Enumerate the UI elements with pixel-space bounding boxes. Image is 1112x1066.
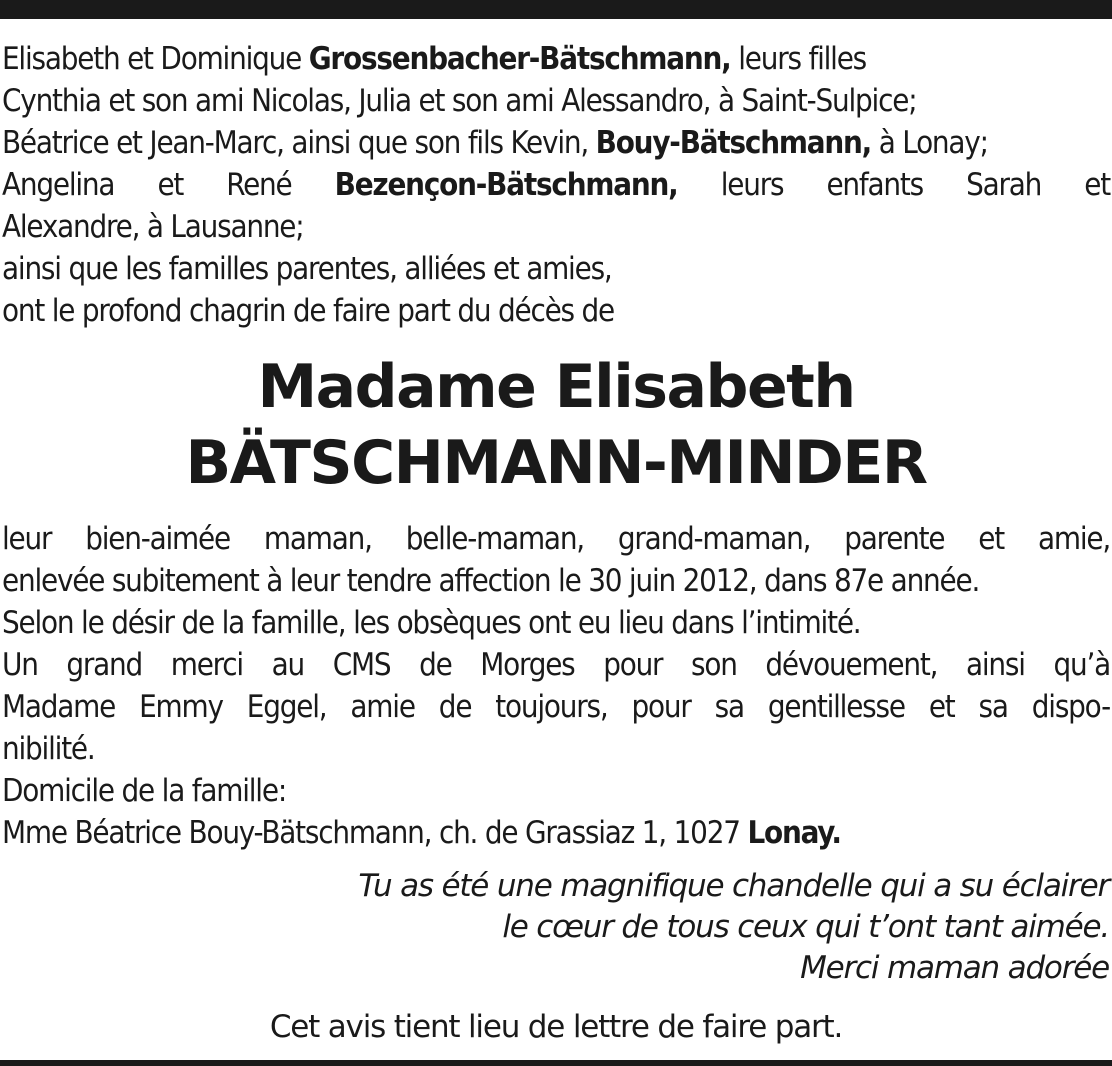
body-line-2: enlevée subitement à leur tendre affection le 30 juin 2012, dans 87e année.	[2, 563, 980, 599]
address-text: Mme Béatrice Bouy-Bätschmann, ch. de Grassiaz 1, 1027	[2, 815, 748, 851]
intro-text: Elisabeth et Dominique	[2, 41, 309, 77]
poem	[209, 866, 1109, 989]
body-line-3: Selon le désir de la famille, les obsèques ont eu lieu dans l’intimité.	[2, 605, 861, 641]
family-name: Grossenbacher-Bätschmann,	[308, 41, 731, 77]
address-town: Lonay.	[747, 815, 841, 851]
body-line-8	[2, 812, 1110, 854]
family-list	[2, 38, 1110, 332]
top-rule	[0, 0, 1112, 19]
poem-line-1: Tu as été une magnifique chandelle qui a su éclairer	[358, 868, 1109, 904]
intro-text: leurs filles	[730, 41, 867, 77]
body-line-4: Un grand merci au CMS de Morges pour son dévouement, ainsi qu’à	[2, 647, 1110, 683]
bottom-rule	[0, 1060, 1112, 1066]
body-line-1: leur bien-aimée maman, belle-maman, grand-maman, parente et amie,	[2, 521, 1110, 557]
body-line-5: Madame Emmy Eggel, amie de toujours, pour sa gentillesse et sa dispo-	[2, 689, 1110, 725]
deceased-name-last: BÄTSCHMANN-MINDER	[185, 428, 927, 498]
family-name: Bouy-Bätschmann,	[595, 125, 872, 161]
intro-line-3	[2, 122, 1110, 164]
intro-line-2: Cynthia et son ami Nicolas, Julia et son ami Alessandro, à Saint-Sulpice;	[2, 83, 917, 119]
body-line-6: nibilité.	[2, 731, 95, 767]
intro-line-5: Alexandre, à Lausanne;	[2, 209, 304, 245]
intro-line-1	[2, 38, 1110, 80]
body-line-7: Domicile de la famille:	[2, 773, 287, 809]
poem-line-3: Merci maman adorée	[800, 950, 1109, 986]
poem-line-2: le cœur de tous ceux qui t’ont tant aimée.	[502, 909, 1109, 945]
intro-text: Béatrice et Jean-Marc, ainsi que son fils Kevin,	[2, 125, 596, 161]
family-name: Bezençon-Bätschmann,	[334, 167, 678, 203]
intro-line-7: ont le profond chagrin de faire part du décès de	[2, 293, 615, 329]
intro-text: Angelina et René	[2, 167, 335, 203]
closing-note: Cet avis tient lieu de lettre de faire part.	[269, 1009, 843, 1045]
intro-line-6: ainsi que les familles parentes, alliées et amies,	[2, 251, 612, 287]
intro-text: leurs enfants Sarah et	[677, 167, 1110, 203]
deceased-name-first: Madame Elisabeth	[257, 352, 855, 422]
announcement-body	[2, 518, 1110, 854]
intro-line-4	[2, 164, 1110, 206]
intro-text: à Lonay;	[871, 125, 988, 161]
